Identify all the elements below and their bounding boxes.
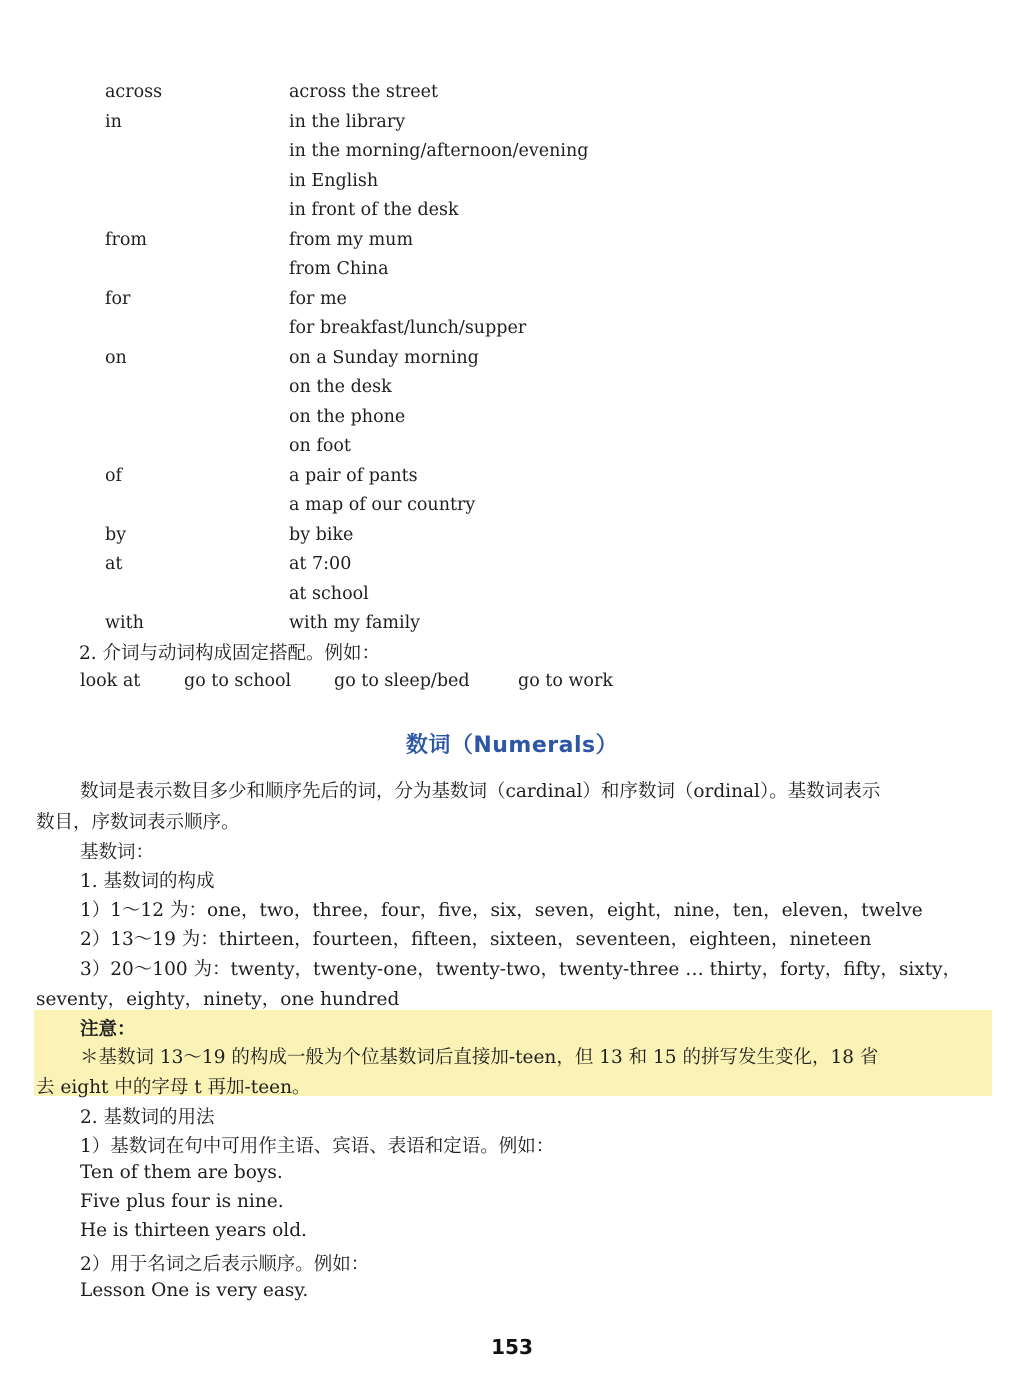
- collocation-item: go to sleep/bed: [334, 671, 470, 691]
- preposition-table: [0, 78, 1024, 639]
- preposition-example: in the library: [289, 111, 406, 132]
- preposition-row: [0, 462, 1024, 492]
- preposition-example: from my mum: [289, 229, 414, 250]
- preposition-example: for me: [289, 288, 347, 309]
- preposition-row: [0, 403, 1024, 433]
- preposition-row: [0, 226, 1024, 256]
- example-sentence: He is thirteen years old.: [80, 1220, 307, 1241]
- preposition-row: [0, 521, 1024, 551]
- preposition-example: a pair of pants: [289, 465, 418, 486]
- preposition-word: at: [105, 554, 123, 574]
- preposition-row: [0, 580, 1024, 610]
- preposition-example: on the desk: [289, 377, 392, 397]
- example-sentence: Lesson One is very easy.: [80, 1280, 309, 1301]
- preposition-row: [0, 255, 1024, 285]
- cardinal-heading: 基数词：: [80, 842, 155, 863]
- note-title: 注意：: [80, 1019, 136, 1040]
- preposition-word: across: [105, 82, 163, 102]
- collocation-item: go to work: [518, 671, 613, 691]
- formation-heading: 1. 基数词的构成: [80, 871, 215, 892]
- collocation-item: go to school: [184, 671, 292, 691]
- preposition-row: [0, 344, 1024, 374]
- example-sentence: Ten of them are boys.: [80, 1162, 283, 1183]
- preposition-word: by: [105, 524, 127, 545]
- preposition-example: on a Sunday morning: [289, 347, 479, 368]
- preposition-example: a map of our country: [289, 495, 476, 515]
- preposition-word: on: [105, 347, 127, 368]
- preposition-example: in front of the desk: [289, 200, 459, 220]
- usage-item-2: 2）用于名词之后表示顺序。例如：: [80, 1254, 370, 1275]
- preposition-row: [0, 314, 1024, 344]
- intro-paragraph-line-1: 数词是表示数目多少和顺序先后的词，分为基数词（cardinal）和序数词（ordinal）。基数词表示: [80, 781, 881, 802]
- formation-item-1: 1）1～12 为：one，two，three，four，five，six，seven，eight，nine，ten，eleven，twelve: [80, 900, 923, 921]
- note-text-line-1: ＊基数词 13～19 的构成一般为个位基数词后直接加-teen，但 13 和 15 的拼写发生变化，18 省: [80, 1047, 879, 1068]
- preposition-row: [0, 432, 1024, 462]
- intro-paragraph-line-2: 数目，序数词表示顺序。: [36, 812, 240, 833]
- preposition-row: [0, 373, 1024, 403]
- preposition-example: with my family: [289, 613, 421, 633]
- preposition-row: [0, 491, 1024, 521]
- preposition-word: for: [105, 288, 131, 309]
- formation-item-2: 2）13～19 为：thirteen，fourteen，fifteen，sixteen，seventeen，eighteen，nineteen: [80, 929, 872, 950]
- preposition-row: [0, 285, 1024, 315]
- preposition-example: on the phone: [289, 406, 406, 427]
- formation-item-3-line-2: seventy，eighty，ninety，one hundred: [36, 989, 400, 1010]
- preposition-example: at 7:00: [289, 554, 352, 574]
- note-text-line-2: 去 eight 中的字母 t 再加-teen。: [36, 1077, 311, 1098]
- preposition-example: by bike: [289, 524, 354, 545]
- preposition-row: [0, 78, 1024, 108]
- preposition-word: from: [105, 229, 147, 250]
- preposition-example: for breakfast/lunch/supper: [289, 318, 527, 338]
- collocation-item: look at: [80, 671, 141, 691]
- usage-heading: 2. 基数词的用法: [80, 1107, 215, 1128]
- preposition-example: across the street: [289, 82, 439, 102]
- preposition-row: [0, 196, 1024, 226]
- section-title: 数词（Numerals）: [405, 733, 619, 758]
- preposition-row: [0, 609, 1024, 639]
- preposition-row: [0, 167, 1024, 197]
- example-sentence: Five plus four is nine.: [80, 1191, 284, 1212]
- preposition-row: [0, 137, 1024, 167]
- preposition-word: of: [105, 465, 123, 486]
- preposition-example: on foot: [289, 436, 351, 456]
- preposition-word: in: [105, 111, 122, 132]
- preposition-example: in English: [289, 170, 379, 191]
- preposition-word: with: [105, 613, 144, 633]
- preposition-row: [0, 108, 1024, 138]
- preposition-row: [0, 550, 1024, 580]
- formation-item-3-line-1: 3）20～100 为：twenty，twenty-one，twenty-two，twenty-three … thirty，forty，fifty，sixty，: [80, 959, 962, 980]
- preposition-example: at school: [289, 583, 369, 604]
- verb-collocation-heading: 2. 介词与动词构成固定搭配。例如：: [79, 643, 381, 664]
- preposition-example: in the morning/afternoon/evening: [289, 141, 589, 161]
- page-number: 153: [491, 1335, 533, 1359]
- usage-item-1: 1）基数词在句中可用作主语、宾语、表语和定语。例如：: [80, 1136, 555, 1157]
- preposition-example: from China: [289, 259, 389, 279]
